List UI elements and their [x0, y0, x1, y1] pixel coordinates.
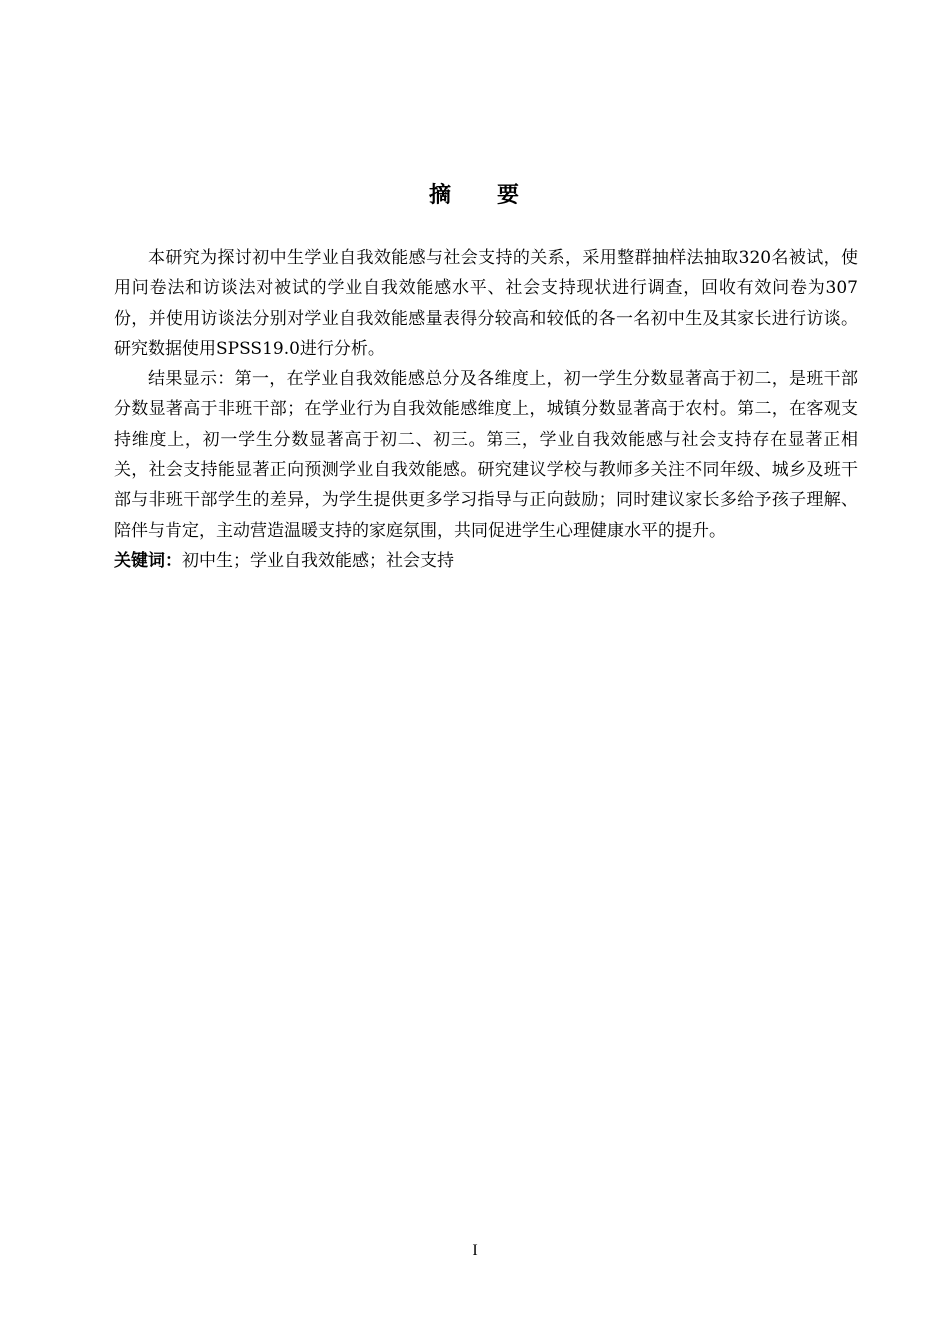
- keywords-line: [114, 546, 858, 576]
- abstract-body: [114, 243, 858, 576]
- abstract-paragraph-2: 结果显示：第一，在学业自我效能感总分及各维度上，初一学生分数显著高于初二，是班干部分数显著高于非班干部；在学业行为自我效能感维度上，城镇分数显著高于农村。第二，在客观支持维度上，初一学生分数显著高于初二、初三。第三，学业自我效能感与社会支持存在显著正相关，社会支持能显著正向预测学业自我效能感。研究建议学校与教师多关注不同年级、城乡及班干部与非班干部学生的差异，为学生提供更多学习指导与正向鼓励；同时建议家长多给予孩子理解、陪伴与肯定，主动营造温暖支持的家庭氛围，共同促进学生心理健康水平的提升。: [114, 369, 858, 541]
- keywords-label: 关键词：: [114, 550, 182, 571]
- abstract-title-char-2: 要: [497, 183, 522, 208]
- abstract-title-char-1: 摘: [428, 183, 453, 208]
- abstract-paragraph-1: 本研究为探讨初中生学业自我效能感与社会支持的关系，采用整群抽样法抽取320名被试，使用问卷法和访谈法对被试的学业自我效能感水平、社会支持现状进行调查，回收有效问卷为307份，并使用访谈法分别对学业自我效能感量表得分较高和较低的各一名初中生及其家长进行访谈。研究数据使用SPSS19.0进行分析。: [114, 248, 858, 359]
- page-number: I: [472, 1242, 478, 1259]
- keywords-text: 初中生；学业自我效能感；社会支持: [182, 550, 454, 571]
- abstract-title: [0, 178, 950, 209]
